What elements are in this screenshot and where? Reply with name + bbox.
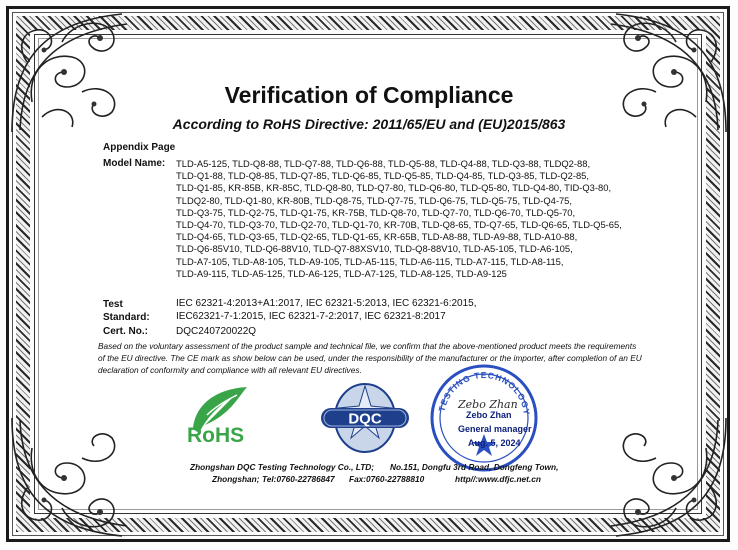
footer-city: Zhongshan; — [212, 474, 260, 484]
model-line: TLD-Q1-85, KR-85B, KR-85C, TLD-Q8-80, TLD-Q7-80, TLD-Q6-80, TLD-Q5-80, TLD-Q4-80, TID-Q3-80, — [176, 182, 612, 194]
test-label-line: Standard: — [103, 312, 150, 323]
stamp-text: TESTING TECHNOLOGY — [436, 369, 532, 417]
rohs-text: RoHS — [187, 424, 245, 445]
test-label-line: Test — [103, 299, 123, 310]
model-line: TLD-A9-115, TLD-A5-125, TLD-A6-125, TLD-A7-125, TLD-A8-125, TLD-A9-125 — [176, 267, 507, 279]
sign-date: Aug. 5, 2024 — [468, 438, 521, 448]
footer-tel: Tel:0760-22786847 — [262, 474, 335, 484]
footer-company: Zhongshan DQC Testing Technology Co., LTD; — [190, 462, 375, 472]
signer-title: General manager — [458, 424, 532, 434]
model-line: TLD-Q1-88, TLD-Q8-85, TLD-Q7-85, TLD-Q6-85, TLD-Q5-85, TLD-Q4-85, TLD-Q3-85, TLD-Q2-85, — [176, 170, 589, 182]
test-standard-label — [103, 298, 150, 324]
signer-name: Zebo Zhan — [466, 410, 512, 420]
dqc-logo — [315, 378, 415, 458]
model-line: TLD-A7-105, TLD-A8-105, TLD-A9-105, TLD-A5-115, TLD-A6-115, TLD-A7-115, TLD-A8-115, — [176, 255, 564, 267]
signature: Zebo Zhan — [458, 398, 518, 411]
dqc-text: DQC — [348, 410, 382, 428]
footer-fax: Fax:0760-22788810 — [349, 474, 425, 484]
model-line: TLDQ2-80, TLD-Q1-80, KR-80B, TLD-Q8-75, TLD-Q7-75, TLD-Q6-75, TLD-Q5-75, TLD-Q4-75, — [176, 194, 572, 206]
model-line: TLD-Q6-85V10, TLD-Q6-88V10, TLD-Q7-88XSV10, TLD-Q8-88V10, TLD-A5-105, TLD-A6-105, — [176, 243, 573, 255]
test-standard-line: IEC62321-7-1:2015, IEC 62321-7-2:2017, IEC 62321-8:2017 — [176, 311, 446, 322]
model-list — [176, 158, 652, 280]
rohs-logo — [185, 385, 275, 445]
model-line: TLD-Q3-75, TLD-Q2-75, TLD-Q1-75, KR-75B, TLD-Q8-70, TLD-Q7-70, TLD-Q6-70, TLD-Q5-70, — [176, 206, 576, 218]
certificate-subtitle: According to RoHS Directive: 2011/65/EU and (EU)2015/863 — [172, 116, 566, 132]
appendix-label: Appendix Page — [103, 142, 176, 153]
compliance-statement: Based on the voluntary assessment of the product sample and technical file, we confirm that the above-mentioned product meets the requirements of the EU directive. The CE mark as show below can be used, under the responsibility of the manufacturer or the importer, after completion of an EU declaration of conformity and compliance with all relevant EU directives. — [98, 341, 642, 376]
ornament-corner-icon — [2, 408, 152, 548]
footer-web: http//:www.dfjc.net.cn — [455, 474, 541, 484]
model-line: TLD-Q4-70, TLD-Q3-70, TLD-Q2-70, TLD-Q1-70, KR-70B, TLD-Q8-65, TD-Q7-65, TLD-Q6-65, TLD-Q5-65, — [176, 219, 622, 231]
test-standard-line: IEC 62321-4:2013+A1:2017, IEC 62321-5:2013, IEC 62321-6:2015, — [176, 298, 477, 309]
footer-address: No.151, Dongfu 3rd Road, Dongfeng Town, — [390, 462, 559, 472]
ornament-corner-icon — [586, 408, 736, 548]
certificate-title: Verification of Compliance — [224, 82, 514, 108]
model-line: TLD-Q4-65, TLD-Q3-65, TLD-Q2-65, TLD-Q1-65, KR-65B, TLD-A8-88, TLD-A9-88, TLD-A10-88, — [176, 231, 578, 243]
model-name-label: Model Name: — [103, 158, 166, 169]
model-line: TLD-A5-125, TLD-Q8-88, TLD-Q7-88, TLD-Q6-88, TLD-Q5-88, TLD-Q4-88, TLD-Q3-88, TLDQ2-88, — [176, 158, 591, 169]
cert-no-value: DQC240720022Q — [176, 326, 257, 337]
cert-no-label: Cert. No.: — [103, 326, 148, 337]
